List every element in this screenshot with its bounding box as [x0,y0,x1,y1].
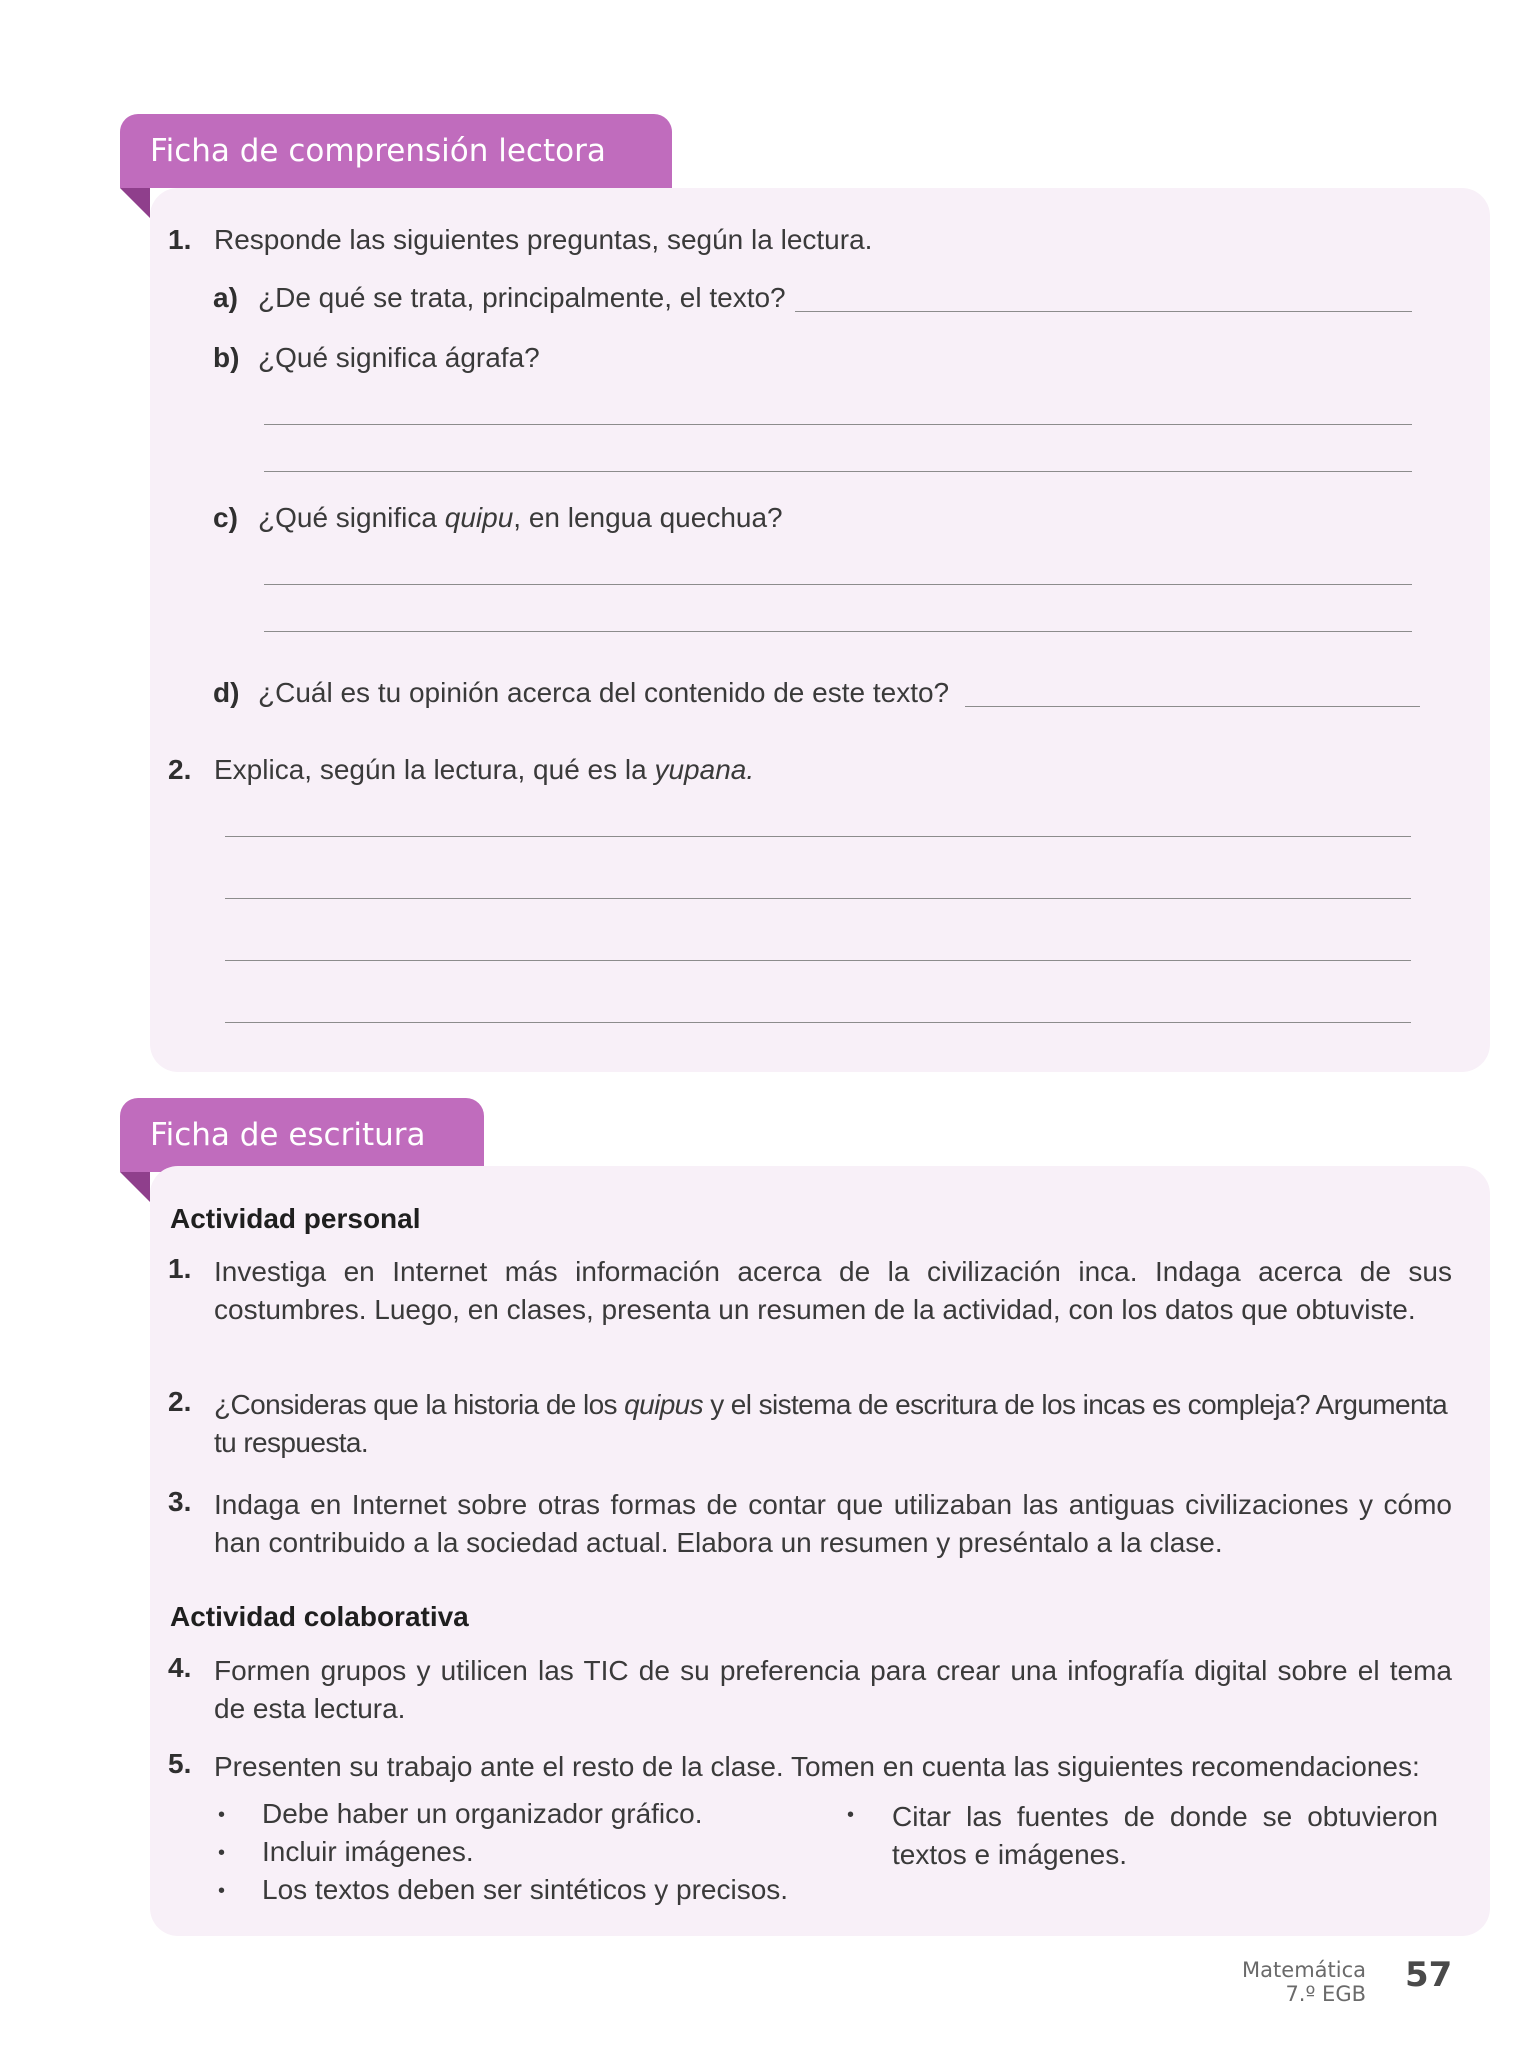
question-1d-text: ¿Cuál es tu opinión acerca del contenido de este texto? [258,677,950,708]
answer-line-1a[interactable] [795,311,1412,312]
writing-item-2-text-italic: quipus [624,1389,704,1420]
question-1c-text [258,502,783,534]
answer-line-1c-2[interactable] [264,631,1412,632]
question-1a-text: ¿De qué se trata, principalmente, el texto? [258,282,786,313]
writing-item-2-number: 2. [168,1386,192,1417]
answer-line-1c-1[interactable] [264,584,1412,585]
writing-item-5-text: Presenten su trabajo ante el resto de la clase. Tomen en cuenta las siguientes recomendaciones: [214,1751,1420,1782]
page-number: 57 [1405,1955,1453,1995]
bullet-left-2: Incluir imágenes. [262,1836,474,1867]
writing-tab-fold [120,1172,150,1202]
comprehension-panel [150,188,1490,1072]
question-2-text [214,754,754,786]
bullet-left-1: Debe haber un organizador gráfico. [262,1798,703,1829]
question-1c-text-after: , en lengua quechua? [513,502,783,533]
writing-item-1-text: Investiga en Internet más información acerca de la civilización inca. Indaga acerca de sus costumbres. Luego, en clases, presenta un resumen de la actividad, con los datos que obtuviste. [214,1256,1452,1325]
answer-line-2-4[interactable] [225,1022,1411,1023]
writing-item-3-number: 3. [168,1486,192,1517]
question-1b-label: b) [213,342,240,373]
question-2-text-italic: yupana. [654,754,755,785]
answer-line-1d[interactable] [965,706,1420,707]
bullet-dot: • [218,1842,226,1864]
footer-subject [1242,1958,1366,2006]
question-1-number: 1. [168,224,192,255]
answer-line-1b-1[interactable] [264,424,1412,425]
writing-item-5-number: 5. [168,1748,192,1779]
writing-item-4-text: Formen grupos y utilicen las TIC de su preferencia para crear una infografía digital sobre el tema de esta lectura. [214,1655,1452,1724]
collaborative-activity-heading: Actividad colaborativa [170,1601,469,1632]
question-1-text: Responde las siguientes preguntas, según la lectura. [214,224,873,255]
answer-line-2-2[interactable] [225,898,1411,899]
writing-item-4-number: 4. [168,1652,192,1683]
question-1d-label: d) [213,677,240,708]
question-2-text-before: Explica, según la lectura, qué es la [214,754,655,785]
comprehension-tab-fold [120,188,150,218]
writing-tab [120,1098,484,1172]
bullet-right-1: Citar las fuentes de donde se obtuvieron textos e imágenes. [892,1801,1438,1870]
comprehension-tab [120,114,672,188]
bullet-dot: • [847,1804,855,1826]
footer-subject-name: Matemática [1242,1958,1366,1982]
bullet-dot: • [218,1880,226,1902]
question-2-number: 2. [168,754,192,785]
answer-line-2-1[interactable] [225,836,1411,837]
writing-item-2-text-after: y el sistema de escritura de los incas es compleja? Argumenta tu respuesta. [214,1389,1448,1458]
answer-line-1b-2[interactable] [264,471,1412,472]
bullet-left-3: Los textos deben ser sintéticos y precisos. [262,1874,789,1905]
writing-tab-title: Ficha de escritura [150,1117,426,1153]
question-1c-text-italic: quipu [444,502,514,533]
writing-item-2-text [214,1386,1452,1462]
answer-line-2-3[interactable] [225,960,1411,961]
bullet-dot: • [218,1804,226,1826]
personal-activity-heading: Actividad personal [170,1203,421,1234]
writing-item-2-text-before: ¿Consideras que la historia de los [214,1389,625,1420]
writing-item-1-number: 1. [168,1253,192,1284]
question-1c-label: c) [213,502,238,533]
question-1b-text: ¿Qué significa ágrafa? [258,342,540,373]
question-1c-text-before: ¿Qué significa [258,502,445,533]
question-1a-label: a) [213,282,238,313]
comprehension-tab-title: Ficha de comprensión lectora [150,133,606,169]
footer-grade: 7.º EGB [1285,1982,1366,2006]
writing-item-3-text: Indaga en Internet sobre otras formas de contar que utilizaban las antiguas civilizaciones y cómo han contribuido a la sociedad actual. Elabora un resumen y preséntalo a la clase. [214,1489,1452,1558]
